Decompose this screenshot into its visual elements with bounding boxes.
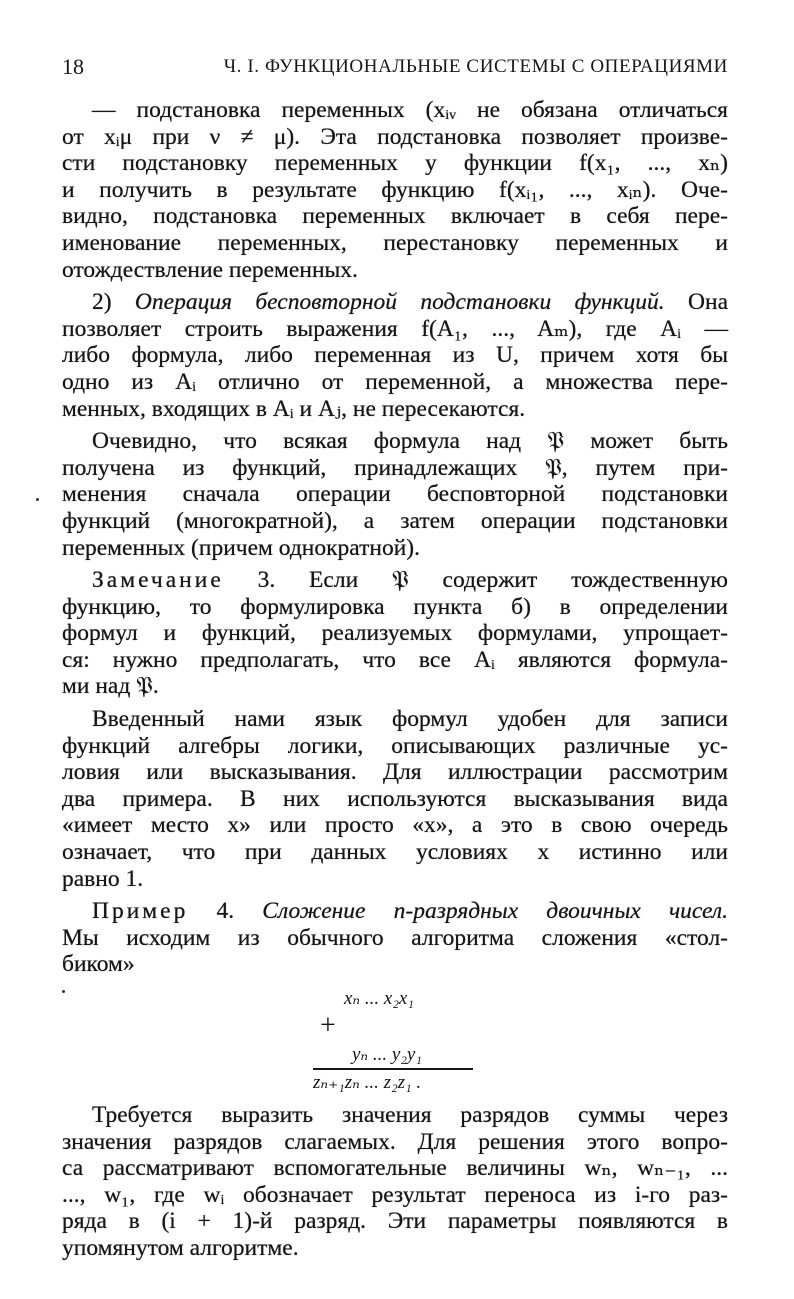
text-line: одно из Aᵢ отлично от переменной, а множества пере- (62, 368, 728, 395)
text-line (62, 567, 728, 594)
text-line (62, 289, 728, 316)
paragraph-remark-3 (62, 567, 728, 700)
scan-speck (62, 990, 65, 993)
spaced-heading-text: Замечание (92, 567, 224, 594)
text-line: именование переменных, перестановку переменных и (62, 229, 728, 256)
text-segment: 4. (188, 898, 263, 925)
text-line: видно, подстановка переменных включает в себя пере- (62, 203, 728, 230)
text-line: са рассматривают вспомогательные величины wₙ, wₙ₋₁, ... (62, 1155, 728, 1182)
plus-sign: + (320, 1010, 336, 1041)
text-line: — подстановка переменных (xᵢᵥ не обязана отличаться (92, 97, 728, 123)
column-addition-formula (300, 984, 490, 1096)
italic-text: Операция бесповторной подстановки функций. (134, 289, 665, 316)
text-line: от xᵢμ при ν ≠ μ). Эта подстановка позволяет произве- (62, 123, 728, 150)
text-line: биком» (62, 951, 135, 978)
text-line: «имеет место x» или просто «x», а это в свою очередь (62, 812, 728, 839)
text-line: Требуется выразить значения разрядов суммы через (92, 1102, 728, 1128)
sum-result: zₙ₊₁zₙ ... z₂z₁ . (313, 1072, 422, 1093)
text-line: ловия или высказывания. Для иллюстрации рассмотрим (62, 759, 728, 786)
text-line: получена из функций, принадлежащих 𝔓, путем при- (62, 454, 728, 481)
text-line: позволяет строить выражения f(A₁, ..., Aₘ), где Aᵢ — (62, 315, 728, 342)
paragraph-operation-2 (62, 289, 728, 422)
scan-speck (36, 498, 39, 501)
page-header (62, 54, 728, 82)
text-line (62, 898, 728, 925)
paragraph-formula-language (62, 706, 728, 892)
spaced-heading-text: Пример (92, 898, 189, 925)
text-line: менных, входящих в Aᵢ и Aⱼ, не пересекаются. (62, 395, 526, 422)
text-line: ряда в (i + 1)-й разряд. Эти параметры появляются в (62, 1208, 728, 1235)
text-segment: 3. Если 𝔓 содержит тождественную (223, 567, 728, 594)
text-line: ся: нужно предполагать, что все Aᵢ являются формула- (62, 646, 728, 673)
addend-2: yₙ ... y₂y₁ (352, 1044, 422, 1065)
sum-rule-line (313, 1068, 473, 1070)
text-line: Очевидно, что всякая формула над 𝔓 может быть (92, 428, 728, 455)
text-line: ми над 𝔓. (62, 673, 159, 700)
addend-1: xₙ ... x₂x₁ (344, 988, 414, 1009)
text-line: переменных (причем однократной). (62, 534, 420, 561)
page-body (62, 97, 728, 1268)
text-segment: 2) (92, 289, 135, 316)
text-line: отождествление переменных. (62, 256, 358, 283)
text-line: ..., w₁, где wᵢ обозначает результат переноса из i-го раз- (62, 1181, 728, 1208)
text-line: упомянутом алгоритме. (62, 1234, 299, 1261)
paragraph-carry-values (62, 1102, 728, 1262)
text-line: равно 1. (62, 865, 144, 892)
text-line: значения разрядов слагаемых. Для решения этого вопро- (62, 1128, 728, 1155)
paragraph-example-4 (62, 898, 728, 978)
text-line: функций (многократной), а затем операции подстановки (62, 507, 728, 534)
text-line: функцию, то формулировка пункта б) в определении (62, 593, 728, 620)
text-line: и получить в результате функцию f(xᵢ₁, ..., xᵢₙ). Оче- (62, 176, 728, 203)
text-line: либо формула, либо переменная из U, причем хотя бы (62, 342, 728, 369)
italic-text: Сложение n-разрядных двоичных чисел. (262, 898, 728, 925)
text-line: Введенный нами язык формул удобен для записи (92, 706, 728, 733)
text-line: функций алгебры логики, описывающих различные ус- (62, 732, 728, 759)
page-number: 18 (62, 54, 84, 79)
text-line: два примера. В них используются высказывания вида (62, 785, 728, 812)
running-title: Ч. I. ФУНКЦИОНАЛЬНЫЕ СИСТЕМЫ С ОПЕРАЦИЯМИ (223, 56, 728, 77)
text-line: означает, что при данных условиях x истинно или (62, 839, 728, 866)
text-segment: Она (664, 289, 728, 316)
text-line: формул и функций, реализуемых формулами, упрощает- (62, 620, 728, 647)
text-line: менения сначала операции бесповторной подстановки (62, 481, 728, 508)
text-line: Мы исходим из обычного алгоритма сложения «стол- (62, 924, 728, 951)
paragraph-obviously (62, 428, 728, 561)
text-line: сти подстановку переменных у функции f(x₁, ..., xₙ) (62, 150, 728, 177)
paragraph-substitution (62, 97, 728, 283)
